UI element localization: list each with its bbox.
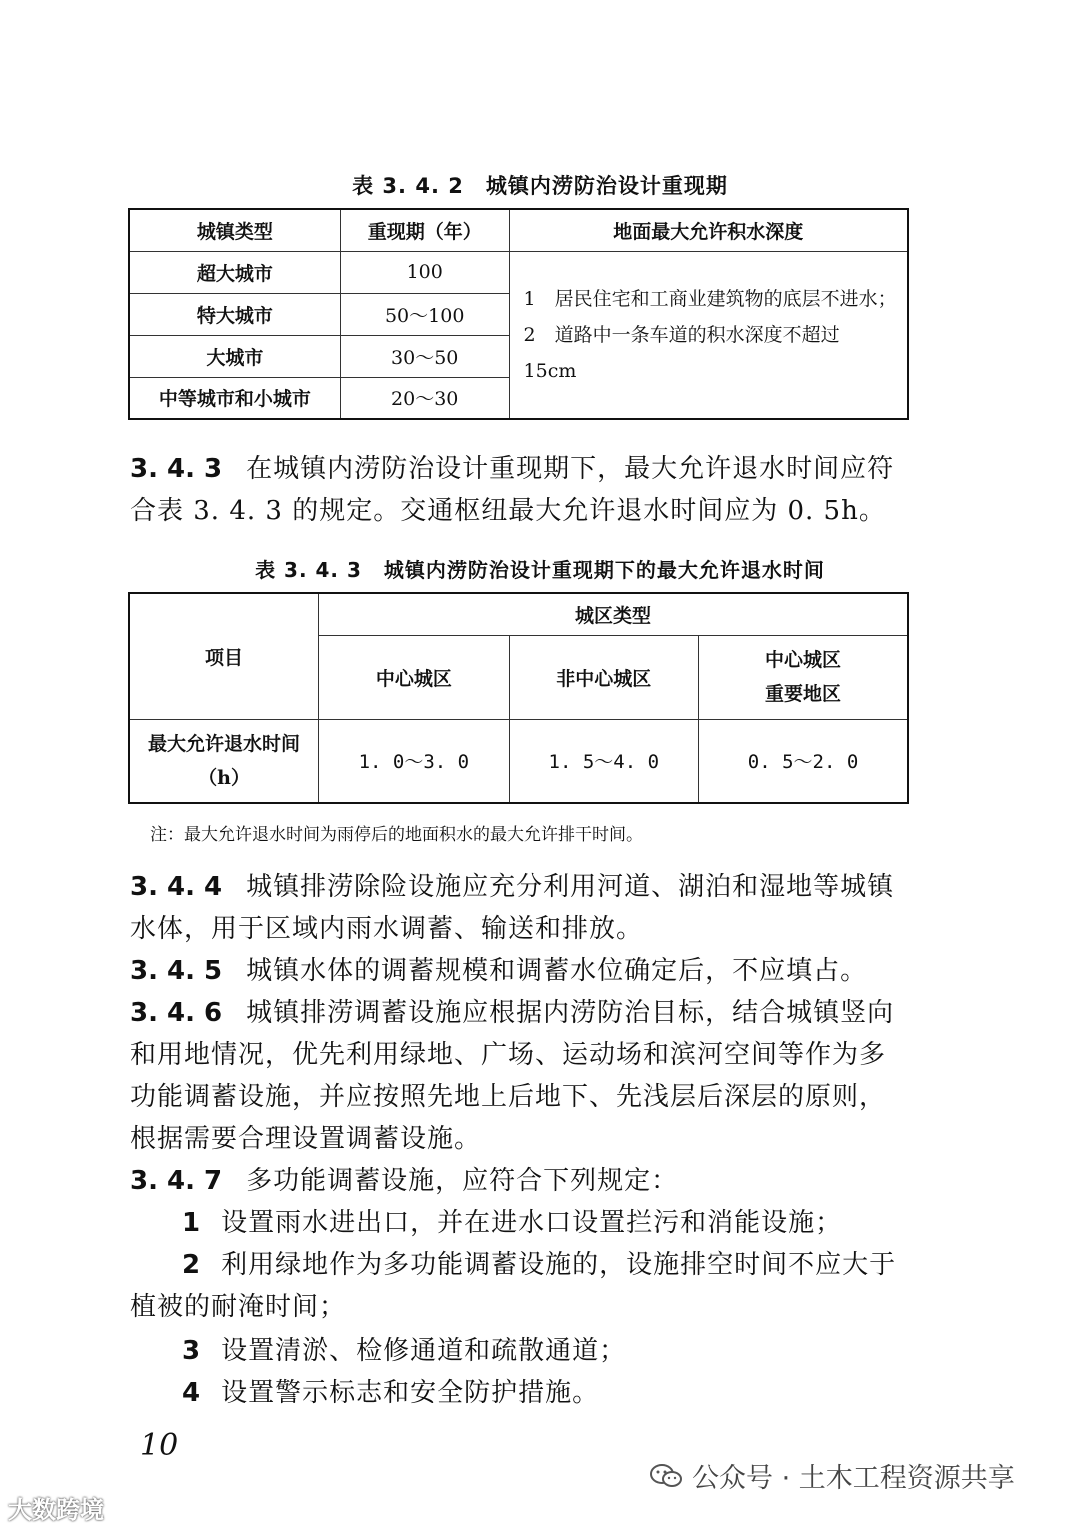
row-label-line: 最大允许退水时间 <box>148 732 301 755</box>
section-3-4-3 <box>130 448 910 532</box>
cell-value: 1. 5～4. 0 <box>509 719 698 803</box>
row-label-line: （h） <box>198 766 250 789</box>
depth-note-1: 1 居民住宅和工商业建筑物的底层不进水； <box>523 287 897 310</box>
row-label <box>129 719 319 803</box>
header-line: 中心城区 <box>765 649 842 671</box>
cell-city-type: 大城市 <box>129 335 340 377</box>
caption-number: 表 3. 4. 3 <box>255 558 362 582</box>
item-number: 3 <box>182 1336 202 1366</box>
section-number: 3. 4. 3 <box>130 454 223 484</box>
section-text: 城镇排涝除险设施应充分利用河道、湖泊和湿地等城镇水体，用于区域内雨水调蓄、输送和排放。 <box>130 872 895 944</box>
item-text: 设置清淤、检修通道和疏散通道； <box>221 1336 627 1366</box>
table-3-4-3-caption <box>0 554 1080 583</box>
section-3-4-5 <box>130 950 910 992</box>
header-district-type: 城区类型 <box>319 593 908 635</box>
list-item <box>182 1372 912 1414</box>
section-text: 城镇水体的调蓄规模和调蓄水位确定后，不应填占。 <box>246 956 868 986</box>
list-item <box>182 1330 912 1372</box>
cell-period: 50～100 <box>340 293 509 335</box>
caption-title: 城镇内涝防治设计重现期下的最大允许退水时间 <box>383 558 825 582</box>
page-number: 10 <box>140 1428 179 1463</box>
table-3-4-2 <box>128 208 909 420</box>
cell-period: 20～30 <box>340 377 509 419</box>
header-central-important <box>699 635 908 719</box>
table-3-4-3 <box>128 592 909 804</box>
caption-number: 表 3. 4. 2 <box>352 174 464 198</box>
cell-city-type: 中等城市和小城市 <box>129 377 340 419</box>
cell-value: 1. 0～3. 0 <box>319 719 509 803</box>
cell-value: 0. 5～2. 0 <box>699 719 908 803</box>
watermark-left: 大数跨境 <box>8 1496 104 1524</box>
cell-city-type: 超大城市 <box>129 251 340 293</box>
section-text: 城镇排涝调蓄设施应根据内涝防治目标，结合城镇竖向和用地情况，优先利用绿地、广场、运动场和滨河空间等作为多功能调蓄设施，并应按照先地上后地下、先浅层后深层的原则，根据需要合理设置调蓄设施。 <box>130 998 895 1154</box>
section-text: 多功能调蓄设施，应符合下列规定： <box>246 1166 679 1196</box>
header-line: 重要地区 <box>765 683 842 705</box>
header-item: 项目 <box>129 593 319 719</box>
section-number: 3. 4. 7 <box>130 1166 223 1196</box>
table-row <box>129 719 908 803</box>
section-3-4-6 <box>130 992 910 1160</box>
table-3-4-2-caption <box>0 170 1080 200</box>
watermark-wechat <box>650 1456 1015 1495</box>
section-number: 3. 4. 6 <box>130 998 223 1028</box>
cell-period: 100 <box>340 251 509 293</box>
list-item <box>182 1202 912 1244</box>
depth-note-2: 2 道路中一条车道的积水深度不超过 15cm <box>523 323 840 382</box>
section-text: 在城镇内涝防治设计重现期下，最大允许退水时间应符合表 3. 4. 3 的规定。交通枢纽最大允许退水时间应为 0. 5h。 <box>130 454 895 526</box>
item-number: 4 <box>182 1378 202 1408</box>
item-text: 设置警示标志和安全防护措施。 <box>221 1378 600 1408</box>
item-number: 2 <box>182 1250 202 1280</box>
cell-period: 30～50 <box>340 335 509 377</box>
list-item <box>130 1244 912 1328</box>
cell-depth-note <box>509 251 908 419</box>
header-city-type: 城镇类型 <box>129 209 340 251</box>
wechat-icon <box>650 1464 682 1488</box>
header-return-period: 重现期（年） <box>340 209 509 251</box>
cell-city-type: 特大城市 <box>129 293 340 335</box>
header-central-district: 中心城区 <box>319 635 509 719</box>
section-number: 3. 4. 4 <box>130 872 223 902</box>
item-number: 1 <box>182 1208 202 1238</box>
header-max-depth: 地面最大允许积水深度 <box>509 209 908 251</box>
header-non-central-district: 非中心城区 <box>509 635 698 719</box>
section-3-4-4 <box>130 866 910 950</box>
caption-title: 城镇内涝防治设计重现期 <box>485 174 728 198</box>
table-note: 注：最大允许退水时间为雨停后的地面积水的最大允许排干时间。 <box>150 825 643 845</box>
watermark-text: 公众号 · 土木工程资源共享 <box>692 1463 1015 1494</box>
table-row <box>129 251 908 293</box>
section-number: 3. 4. 5 <box>130 956 223 986</box>
section-3-4-7 <box>130 1160 910 1202</box>
item-text: 设置雨水进出口，并在进水口设置拦污和消能设施； <box>221 1208 843 1238</box>
item-text: 利用绿地作为多功能调蓄设施的，设施排空时间不应大于植被的耐淹时间； <box>130 1250 897 1322</box>
